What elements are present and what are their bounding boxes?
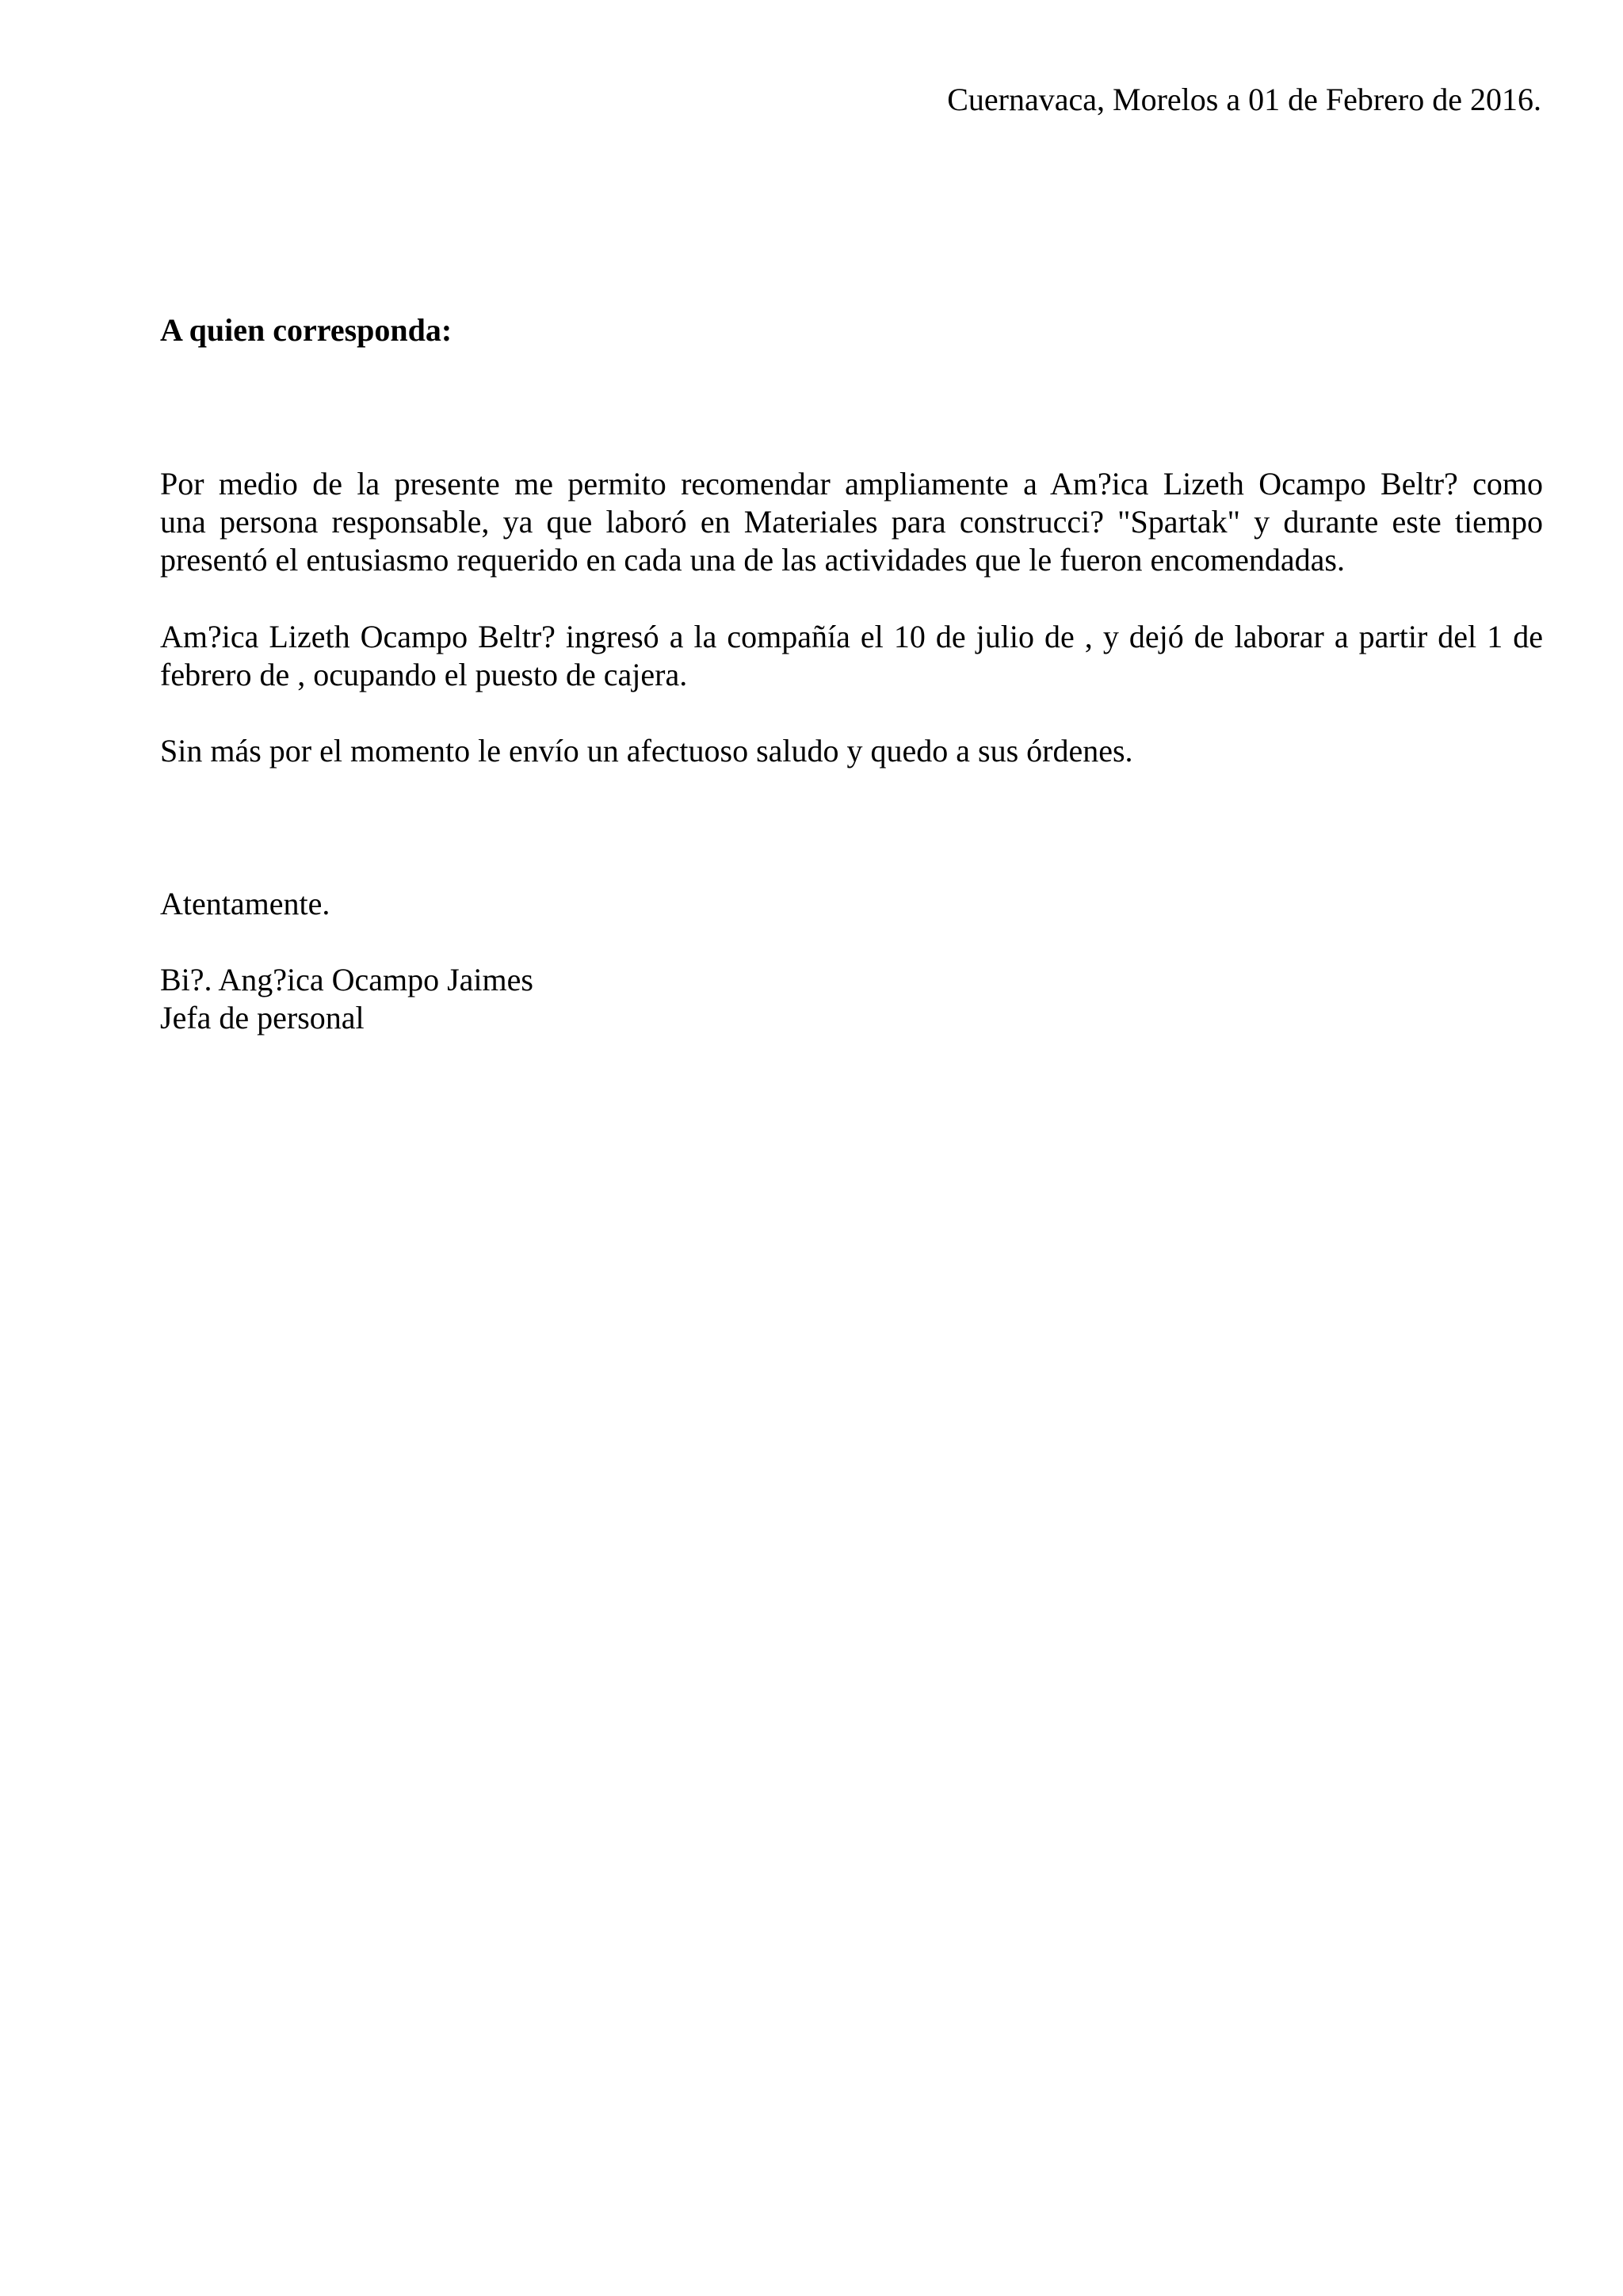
signature-block bbox=[160, 961, 533, 1037]
paragraph-line: febrero de , ocupando el puesto de cajera. bbox=[160, 657, 688, 692]
paragraph-line: presentó el entusiasmo requerido en cada una de las actividades que le fueron encomendadas. bbox=[160, 542, 1345, 578]
employment-paragraph bbox=[160, 618, 1543, 694]
letter-closing: Atentamente. bbox=[160, 886, 330, 921]
paragraph-line: una persona responsable, ya que laboró en Materiales para construcci? "Spartak" y durante este tiempo bbox=[160, 504, 1543, 540]
paragraph-line: Por medio de la presente me permito recomendar ampliamente a Am?ica Lizeth Ocampo Beltr? como bbox=[160, 466, 1543, 502]
letter-date: Cuernavaca, Morelos a 01 de Febrero de 2016. bbox=[947, 82, 1541, 117]
signer-title: Jefa de personal bbox=[160, 1000, 365, 1035]
paragraph-line: Sin más por el momento le envío un afectuoso saludo y quedo a sus órdenes. bbox=[160, 733, 1133, 769]
signer-name: Bi?. Ang?ica Ocampo Jaimes bbox=[160, 962, 533, 997]
recommendation-paragraph bbox=[160, 465, 1543, 579]
farewell-paragraph bbox=[160, 732, 1543, 770]
paragraph-line: Am?ica Lizeth Ocampo Beltr? ingresó a la compañía el 10 de julio de , y dejó de laborar a partir del 1 de bbox=[160, 619, 1543, 654]
letter-salutation: A quien corresponda: bbox=[160, 312, 453, 348]
